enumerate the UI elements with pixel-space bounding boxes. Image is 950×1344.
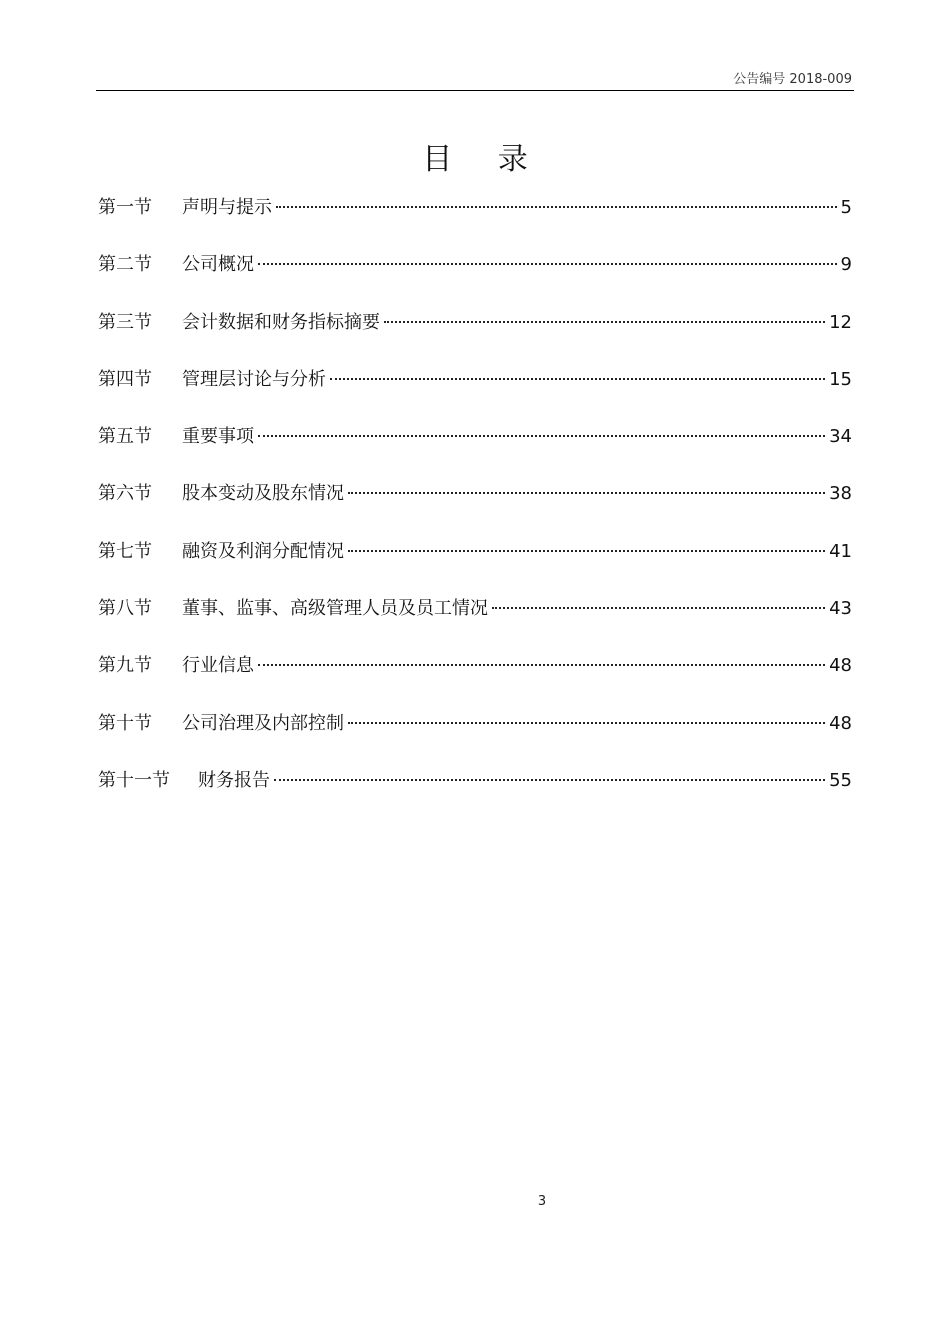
toc-page-number: 41: [829, 540, 852, 562]
toc-page-number: 15: [829, 368, 852, 390]
dot-leader: [258, 263, 837, 265]
table-of-contents: [98, 192, 852, 822]
toc-entry-text: 会计数据和财务指标摘要: [182, 311, 380, 333]
toc-section-label: 第六节: [98, 483, 152, 505]
page-number: 3: [537, 1194, 547, 1209]
toc-entry-text: 声明与提示: [182, 197, 272, 218]
toc-section-label: 第三节: [98, 311, 152, 333]
dot-leader: [348, 722, 825, 724]
toc-page-number: 48: [829, 655, 852, 677]
toc-page-number: 48: [829, 712, 852, 734]
dot-leader: [348, 550, 825, 552]
toc-page-number: 38: [829, 483, 852, 505]
dot-leader: [384, 321, 825, 323]
toc-section-label: 第十节: [98, 712, 152, 734]
dot-leader: [348, 492, 825, 494]
toc-page-number: 43: [829, 598, 852, 620]
toc-section-label: 第九节: [98, 655, 152, 677]
toc-entry-4[interactable]: [98, 364, 852, 421]
page-title: 目 录: [422, 142, 546, 178]
toc-entry-text: 财务报告: [198, 769, 270, 791]
toc-entry-5[interactable]: [98, 421, 852, 478]
toc-section-label: 第五节: [98, 426, 152, 448]
toc-section-label: 第十一节: [98, 769, 170, 791]
toc-entry-6[interactable]: [98, 478, 852, 535]
toc-page-number: 12: [829, 311, 852, 333]
toc-section-label: 第七节: [98, 540, 152, 562]
toc-page-number: 5: [840, 197, 852, 218]
toc-entry-text: 股本变动及股东情况: [182, 483, 344, 505]
announcement-number: 公告编号 2018-009: [733, 72, 852, 87]
toc-entry-10[interactable]: [98, 708, 852, 765]
dot-leader: [258, 435, 825, 437]
toc-entry-2[interactable]: [98, 249, 852, 306]
toc-entry-text: 公司概况: [182, 254, 254, 276]
dot-leader: [274, 779, 825, 781]
toc-entry-8[interactable]: [98, 593, 852, 650]
toc-entry-3[interactable]: [98, 307, 852, 364]
toc-entry-11[interactable]: [98, 765, 852, 822]
dot-leader: [258, 664, 825, 666]
toc-entry-9[interactable]: [98, 650, 852, 707]
toc-entry-text: 行业信息: [182, 655, 254, 677]
toc-section-label: 第八节: [98, 598, 152, 620]
toc-entry-text: 董事、监事、高级管理人员及员工情况: [182, 598, 488, 620]
toc-section-label: 第四节: [98, 368, 152, 390]
toc-entry-text: 管理层讨论与分析: [182, 368, 326, 390]
toc-page-number: 9: [840, 254, 852, 276]
toc-entry-1[interactable]: [98, 192, 852, 249]
dot-leader: [276, 206, 837, 208]
toc-page-number: 55: [829, 769, 852, 791]
dot-leader: [492, 607, 825, 609]
dot-leader: [330, 378, 825, 380]
toc-section-label: 第二节: [98, 254, 152, 276]
toc-entry-7[interactable]: [98, 536, 852, 593]
toc-section-label: 第一节: [98, 197, 152, 218]
toc-entry-text: 公司治理及内部控制: [182, 712, 344, 734]
toc-entry-text: 融资及利润分配情况: [182, 540, 344, 562]
header-divider: [96, 90, 854, 91]
toc-page-number: 34: [829, 426, 852, 448]
toc-entry-text: 重要事项: [182, 426, 254, 448]
